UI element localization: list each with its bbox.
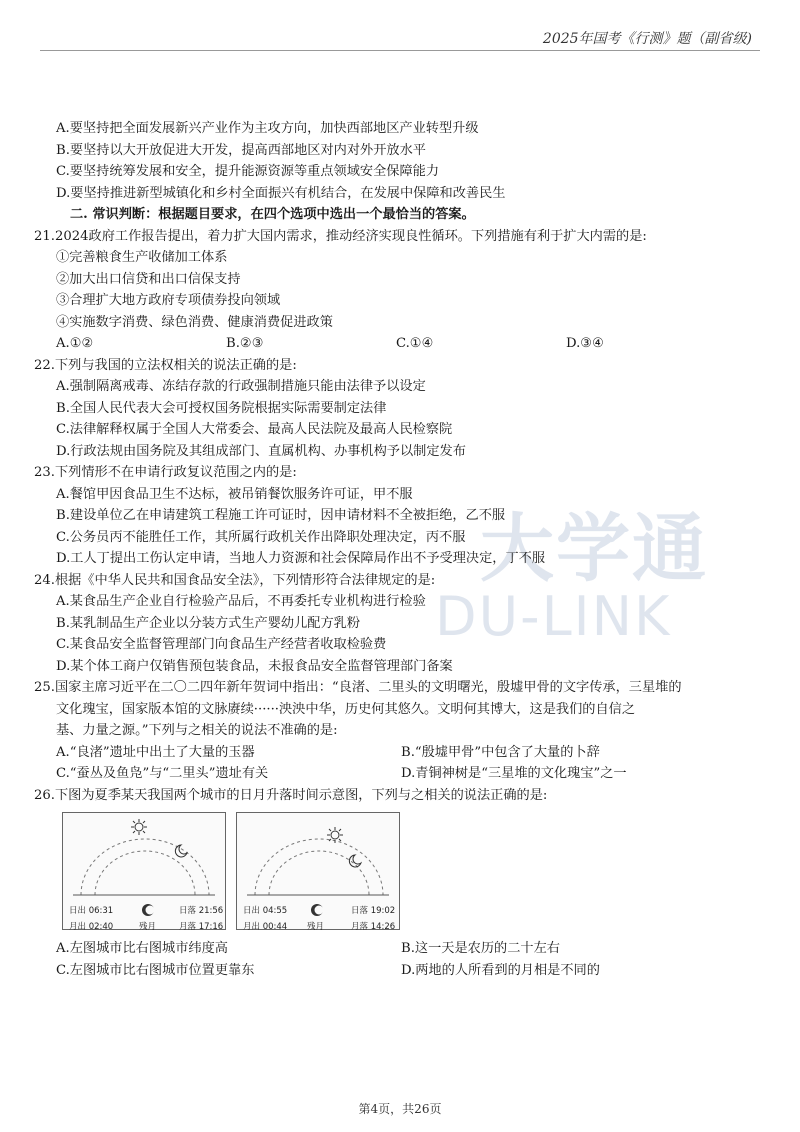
q22-option-a: A.强制隔离戒毒、冻结存款的行政强制措施只能由法律予以设定 (56, 379, 426, 394)
q24-stem: 24.根据《中华人民共和国食品安全法》，下列情形符合法律规定的是: (34, 572, 436, 588)
q25-option-d: D.青铜神树是“三星堆的文化瑰宝”之一 (401, 766, 627, 781)
q22-option-c: C.法律解释权属于全国人大常委会、最高人民法院及最高人民检察院 (56, 422, 453, 437)
q26-option-a: A.左图城市比右图城市纬度高 (56, 941, 228, 956)
q21-item-2: ②加大出口信贷和出口信保支持 (56, 271, 241, 287)
q21-item-3: ③合理扩大地方政府专项债券投向领域 (56, 293, 281, 308)
q24-option-c: C.某食品安全监督管理部门向食品生产经营者收取检验费 (56, 637, 387, 652)
q21-option-d: D.③④ (566, 336, 604, 351)
q25-stem-line-1: 25.国家主席习近平在二〇二四年新年贺词中指出：“良渚、二里头的文明曙光，殷墟甲骨的文字传承，三星堆的 (34, 680, 682, 695)
sunset-label: 日落 21:56 (179, 906, 224, 916)
q21-item-1: ①完善粮食生产收储加工体系 (56, 250, 228, 265)
q26-figures (62, 812, 746, 930)
q26-options-row-1 (56, 938, 746, 960)
sun-icon (131, 819, 147, 835)
q26-option-d: D.两地的人所看到的月相是不同的 (401, 962, 600, 978)
moonrise-label: 月出 02:40 (69, 922, 114, 932)
q23-option-c: C.公务员丙不能胜任工作，其所属行政机关作出降职处理决定，丙不服 (56, 529, 466, 545)
moon-phase-label: 残月 (307, 922, 325, 932)
moon-phase-label: 残月 (139, 922, 157, 932)
q23-option-b: B.建设单位乙在申请建筑工程施工许可证时，因申请材料不全被拒绝，乙不服 (56, 508, 506, 523)
prev-option-d: D.要坚持推进新型城镇化和乡村全面振兴有机结合，在发展中保障和改善民生 (56, 185, 506, 201)
section-title: 二. 常识判断：根据题目要求，在四个选项中选出一个最恰当的答案。 (70, 207, 475, 222)
moon-icon (349, 855, 361, 867)
prev-option-a: A.要坚持把全面发展新兴产业作为主攻方向，加快西部地区产业转型升级 (56, 121, 479, 136)
header-rule (40, 50, 760, 51)
q22-option-d: D.行政法规由国务院及其组成部门、直属机构、办事机构予以制定发布 (56, 443, 466, 459)
watermark-en: DU-LINK (435, 585, 672, 648)
q25-option-c: C.“蚕丛及鱼凫”与“二里头”遗址有关 (56, 766, 269, 781)
q24-option-b: B.某乳制品生产企业以分装方式生产婴幼儿配方乳粉 (56, 615, 361, 631)
q25-option-b: B.“殷墟甲骨”中包含了大量的卜辞 (401, 744, 600, 760)
sun-icon (327, 827, 343, 843)
q25-stem-line-3: 基、力量之源。”下列与之相关的说法不准确的是: (56, 723, 338, 738)
watermark-cn: 大学通 (480, 506, 708, 592)
q24-option-a: A.某食品生产企业自行检验产品后，不再委托专业机构进行检验 (56, 594, 426, 609)
q26-figure-right (236, 812, 400, 930)
q25-option-a: A.“良渚”遗址中出土了大量的玉器 (56, 744, 255, 760)
sunrise-label: 日出 04:55 (243, 906, 288, 916)
prev-option-c: C.要坚持统筹发展和安全，提升能源资源等重点领域安全保障能力 (56, 164, 440, 179)
q23-option-d: D.工人丁提出工伤认定申请，当地人力资源和社会保障局作出不予受理决定，丁不服 (56, 551, 546, 566)
q21-option-a: A.①② (56, 336, 94, 351)
q26-figure-left (62, 812, 226, 930)
moon-phase-icon (311, 904, 324, 916)
sunrise-label: 日出 06:31 (69, 906, 114, 916)
prev-option-b: B.要坚持以大开放促进大开发，提高西部地区对内对外开放水平 (56, 142, 426, 158)
page-content (34, 118, 746, 981)
moon-phase-icon (142, 904, 155, 916)
q26-option-c: C.左图城市比右图城市位置更靠东 (56, 962, 255, 978)
page-footer: 第4页，共26页 (358, 1102, 442, 1116)
q24-option-d: D.某个体工商户仅销售预包装食品，未报食品安全监督管理部门备案 (56, 658, 453, 674)
moonset-label: 月落 17:16 (179, 922, 224, 932)
page-header: 2025年国考《行测》题（副省级) (542, 31, 752, 47)
q22-stem: 22.下列与我国的立法权相关的说法正确的是: (34, 357, 297, 373)
q21-item-4: ④实施数字消费、绿色消费、健康消费促进政策 (56, 314, 333, 330)
q23-stem: 23.下列情形不在申请行政复议范围之内的是: (34, 465, 297, 480)
sunset-label: 日落 19:02 (351, 906, 396, 916)
q23-option-a: A.餐馆甲因食品卫生不达标，被吊销餐饮服务许可证，甲不服 (56, 486, 413, 502)
q26-option-b: B.这一天是农历的二十左右 (401, 941, 560, 956)
q21-option-c: C.①④ (396, 336, 434, 351)
q21-stem: 21.2024政府工作报告提出，着力扩大国内需求，推动经济实现良性循环。下列措施有利于扩大内需的是: (34, 228, 647, 244)
q25-stem-line-2: 文化瑰宝，国家版本馆的文脉赓续······泱泱中华，历史何其悠久。文明何其博大，这是我们的自信之 (56, 701, 636, 717)
moon-icon (175, 845, 187, 857)
q21-options (56, 333, 746, 355)
moonrise-label: 月出 00:44 (243, 922, 288, 932)
q22-option-b: B.全国人民代表大会可授权国务院根据实际需要制定法律 (56, 400, 387, 416)
q26-stem: 26.下图为夏季某天我国两个城市的日月升落时间示意图，下列与之相关的说法正确的是: (34, 787, 548, 803)
q21-option-b: B.②③ (226, 336, 264, 351)
q25-options-row-2 (56, 763, 746, 785)
q25-options-row-1 (56, 742, 746, 764)
q26-options-row-2 (56, 960, 746, 982)
moonset-label: 月落 14:26 (351, 922, 396, 932)
